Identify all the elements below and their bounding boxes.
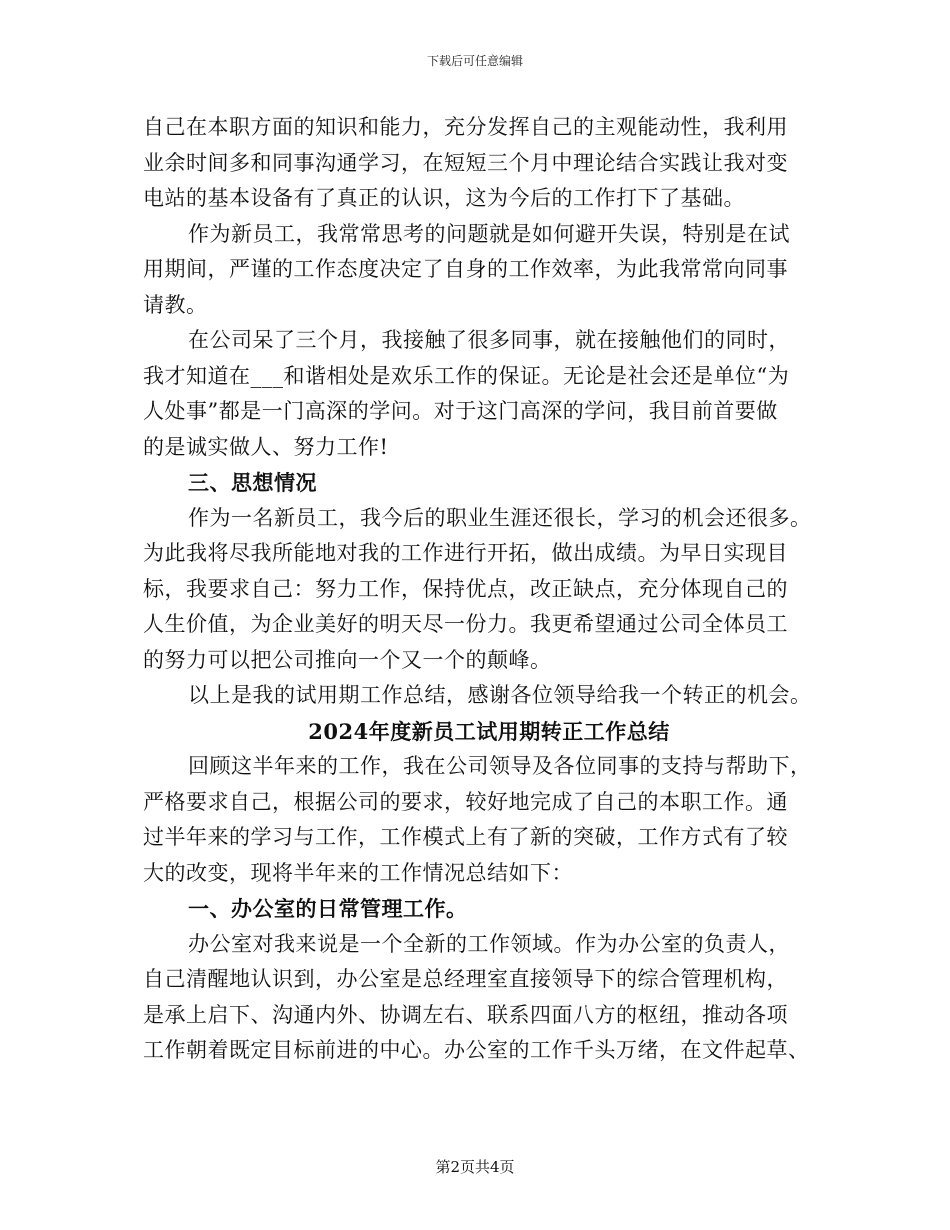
paragraph-line: 用期间，严谨的工作态度决定了自身的工作效率，为此我常常向同事 xyxy=(143,257,788,281)
document-body xyxy=(143,110,815,1069)
paragraph-line: 人处事”都是一门高深的学问。对于这门高深的学问，我目前首要做 xyxy=(143,399,778,423)
paragraph-line: 作为一名新员工，我今后的职业生涯还很长，学习的机会还很多。 xyxy=(188,505,812,530)
paragraph-line: 的是诚实做人、努力工作! xyxy=(143,434,389,459)
paragraph-line: 我才知道在___和谐相处是欢乐工作的保证。无论是社会还是单位“为 xyxy=(143,363,790,388)
paragraph-line: 请教。 xyxy=(143,292,208,317)
paragraph-line: 为此我将尽我所能地对我的工作进行开拓，做出成绩。为早日实现目 xyxy=(143,541,788,565)
paragraph-line: 严格要求自己，根据公司的要求，较好地完成了自己的本职工作。通 xyxy=(143,789,788,814)
section-heading: 三、思想情况 xyxy=(188,470,317,495)
document-title: 2024年度新员工试用期转正工作总结 xyxy=(308,718,670,744)
paragraph-line: 是承上启下、沟通内外、协调左右、联系四面八方的枢纽，推动各项 xyxy=(143,1002,788,1027)
paragraph-line: 工作朝着既定目标前进的中心。办公室的工作千头万绪，在文件起草、 xyxy=(143,1038,810,1062)
paragraph-line: 大的改变，现将半年来的工作情况总结如下： xyxy=(143,860,573,885)
paragraph-line: 自己清醒地认识到，办公室是总经理室直接领导下的综合管理机构， xyxy=(143,967,788,991)
paragraph-line: 人生价值，为企业美好的明天尽一份力。我更希望通过公司全体员工 xyxy=(143,612,788,636)
paragraph-line: 办公室对我来说是一个全新的工作领域。作为办公室的负责人， xyxy=(188,931,790,956)
paragraph-line: 以上是我的试用期工作总结，感谢各位领导给我一个转正的机会。 xyxy=(188,683,812,707)
paragraph-line: 作为新员工，我常常思考的问题就是如何避开失误，特别是在试 xyxy=(188,221,790,246)
section-heading: 一、办公室的日常管理工作。 xyxy=(188,896,468,921)
paragraph-line: 的努力可以把公司推向一个又一个的颠峰。 xyxy=(143,647,552,672)
paragraph-line: 回顾这半年来的工作，我在公司领导及各位同事的支持与帮助下， xyxy=(188,754,812,778)
paragraph-line: 自己在本职方面的知识和能力，充分发挥自己的主观能动性，我利用 xyxy=(143,115,788,139)
paragraph-line: 电站的基本设备有了真正的认识，这为今后的工作打下了基础。 xyxy=(143,186,745,210)
paragraph-line: 在公司呆了三个月，我接触了很多同事，就在接触他们的同时， xyxy=(188,328,790,352)
paragraph-line: 业余时间多和同事沟通学习，在短短三个月中理论结合实践让我对变 xyxy=(143,150,788,175)
paragraph-line: 标，我要求自己：努力工作，保持优点，改正缺点，充分体现自己的 xyxy=(143,576,788,601)
page-header: 下载后可任意编辑 xyxy=(426,54,523,68)
page-footer: 第2页共4页 xyxy=(435,1158,515,1176)
paragraph-line: 过半年来的学习与工作，工作模式上有了新的突破，工作方式有了较 xyxy=(143,825,788,849)
